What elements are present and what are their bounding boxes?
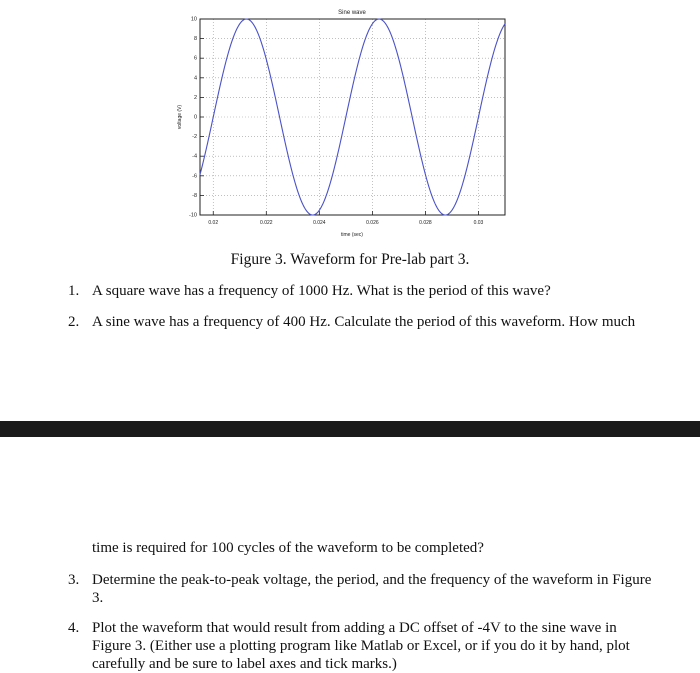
y-tick-label: 6 — [193, 55, 197, 62]
question-number: 2. — [68, 314, 80, 330]
y-tick-label: -4 — [192, 153, 197, 160]
x-tick-label: 0.028 — [419, 220, 432, 226]
question-number: 3. — [68, 572, 80, 588]
y-axis-ticks — [189, 16, 204, 218]
question-4 — [68, 619, 652, 673]
y-tick-label: -6 — [192, 173, 197, 180]
x-tick-label: 0.03 — [473, 220, 484, 226]
page-divider — [0, 421, 700, 437]
question-line: carefully and be sure to label axes and tick marks.) — [92, 656, 397, 672]
x-axis-ticks — [208, 211, 483, 226]
figure-caption: Figure 3. Waveform for Pre-lab part 3. — [230, 251, 470, 268]
x-tick-label: 0.026 — [366, 220, 379, 226]
y-tick-label: -10 — [189, 212, 197, 219]
question-text: A square wave has a frequency of 1000 Hz. What is the period of this wave? — [92, 283, 551, 299]
y-tick-label: 4 — [193, 75, 197, 82]
chart-title: Sine wave — [338, 10, 366, 16]
question-2-continued — [92, 539, 652, 557]
x-tick-label: 0.022 — [260, 220, 273, 226]
question-3 — [68, 571, 652, 607]
question-line: Plot the waveform that would result from adding a DC offset of -4V to the sine wave in — [92, 620, 617, 636]
question-number: 4. — [68, 620, 80, 636]
question-text: time is required for 100 cycles of the waveform to be completed? — [92, 540, 484, 556]
question-line: 3. — [92, 590, 104, 606]
y-axis-label: voltage (V) — [177, 104, 183, 130]
question-text: A sine wave has a frequency of 400 Hz. Calculate the period of this waveform. How much — [92, 314, 636, 330]
y-tick-label: -8 — [192, 192, 197, 199]
question-2 — [68, 313, 672, 331]
y-tick-label: 10 — [190, 16, 197, 23]
x-axis-label: time (sec) — [341, 232, 363, 238]
x-tick-label: 0.024 — [313, 220, 326, 226]
y-tick-label: 0 — [193, 114, 197, 121]
y-tick-label: -2 — [192, 134, 197, 141]
x-tick-label: 0.02 — [208, 220, 219, 226]
y-tick-label: 8 — [193, 36, 197, 43]
question-line: Determine the peak-to-peak voltage, the period, and the frequency of the waveform in Figure — [92, 572, 652, 588]
question-1 — [68, 282, 652, 300]
y-tick-label: 2 — [193, 94, 197, 101]
question-line: Figure 3. (Either use a plotting program like Matlab or Excel, or if you do it by hand, plot — [92, 638, 630, 654]
question-number: 1. — [68, 283, 80, 299]
chart-grid — [200, 19, 505, 215]
sine-wave-chart — [0, 0, 700, 245]
